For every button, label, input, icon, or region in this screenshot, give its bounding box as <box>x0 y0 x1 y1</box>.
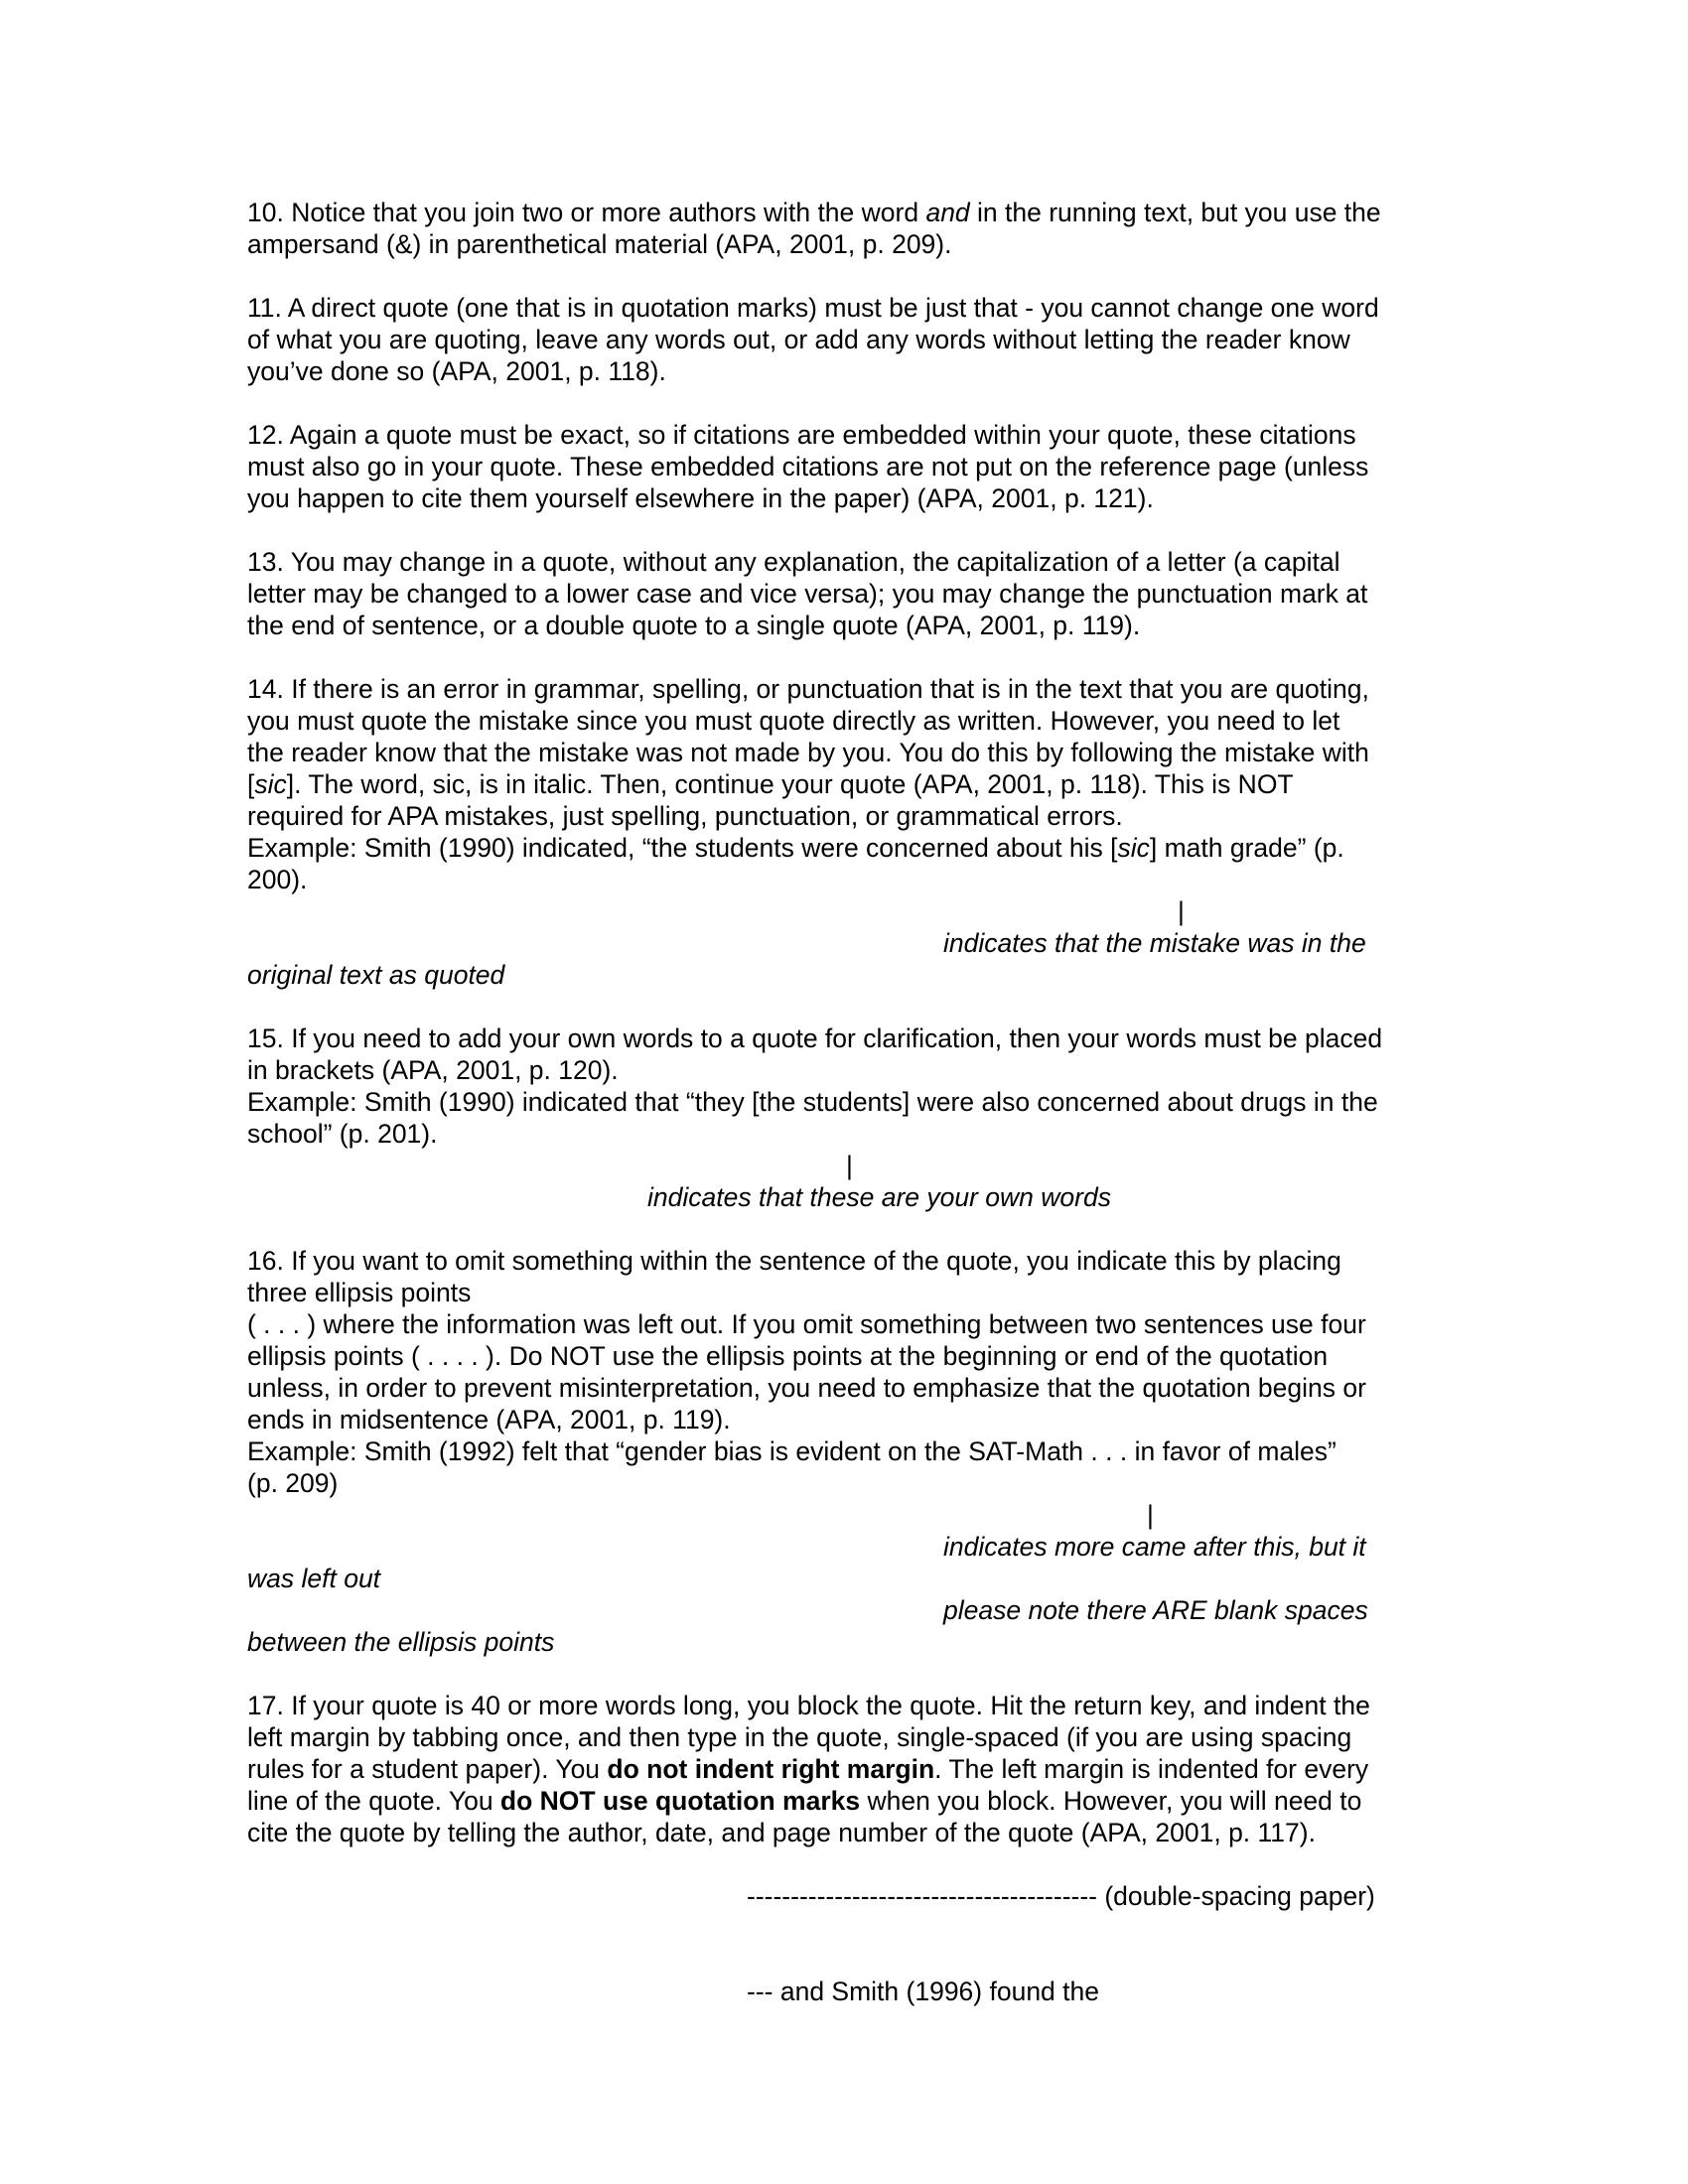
item-16-line-5: unless, in order to prevent misinterpretation, you need to emphasize that the quotation begins or <box>247 1373 1366 1403</box>
item-16-line-1: 16. If you want to omit something within the sentence of the quote, you indicate this by placing <box>247 1246 1341 1276</box>
paragraph-item-16 <box>247 1245 1444 1658</box>
item-14-example-start: Example: Smith (1990) indicated, “the students were concerned about his [ <box>247 833 1118 863</box>
item-17-line-3 <box>247 1753 1444 1785</box>
item-11-line-3: you’ve done so (APA, 2001, p. 118). <box>247 356 666 386</box>
item-17-line-4-start: line of the quote. You <box>247 1786 500 1816</box>
item-15-line-1: 15. If you need to add your own words to a quote for clarification, then your words must be placed <box>247 1024 1383 1053</box>
item-14-line-3: the reader know that the mistake was not made by you. You do this by following the mistake with <box>247 738 1369 767</box>
item-14-line-5: required for APA mistakes, just spelling, punctuation, or grammatical errors. <box>247 801 1123 831</box>
paragraph-item-13 <box>247 546 1444 641</box>
item-17-line-4-end: when you block. However, you will need to <box>860 1786 1362 1816</box>
item-10-line-1 <box>247 197 1444 228</box>
paragraph-item-14 <box>247 673 1444 991</box>
item-14-line-2: you must quote the mistake since you must quote directly as written. However, you need to let <box>247 706 1340 736</box>
item-12-line-1: 12. Again a quote must be exact, so if citations are embedded within your quote, these citations <box>247 420 1356 450</box>
item-14-line-1: 14. If there is an error in grammar, spelling, or punctuation that is in the text that you are quoting, <box>247 674 1369 704</box>
item-16-example-line-1: Example: Smith (1992) felt that “gender bias is evident on the SAT-Math . . . in favor of males” <box>247 1436 1336 1466</box>
item-14-example-end: ] math grade” (p. <box>1149 833 1344 863</box>
item-15-annotation: indicates that these are your own words <box>647 1182 1111 1212</box>
item-14-pointer-mark: | <box>1178 896 1185 926</box>
item-10-line-2: ampersand (&) in parenthetical material (APA, 2001, p. 209). <box>247 229 952 259</box>
item-14-bracket-open: [ <box>247 769 255 799</box>
item-15-example-line-1: Example: Smith (1990) indicated that “they [the students] were also concerned about drugs in the <box>247 1087 1378 1117</box>
paragraph-item-12 <box>247 419 1444 514</box>
item-14-example-line-1 <box>247 832 1444 864</box>
item-17-line-5: cite the quote by telling the author, date, and page number of the quote (APA, 2001, p. 117). <box>247 1818 1316 1847</box>
item-10-text-start: 10. Notice that you join two or more authors with the word <box>247 198 926 227</box>
item-10-text-end: in the running text, but you use the <box>969 198 1381 227</box>
item-16-pointer-mark: | <box>1147 1500 1154 1530</box>
item-14-line-4-rest: ]. The word, sic, is in italic. Then, continue your quote (APA, 2001, p. 118). This is NOT <box>286 769 1294 799</box>
item-17-bold-indent-rule: do not indent right margin <box>607 1754 935 1784</box>
item-14-annotation-line-1: indicates that the mistake was in the <box>943 928 1366 958</box>
item-13-line-3: the end of sentence, or a double quote to a single quote (APA, 2001, p. 119). <box>247 611 1141 640</box>
item-15-line-2: in brackets (APA, 2001, p. 120). <box>247 1055 619 1085</box>
paragraph-item-17 <box>247 1690 1444 1848</box>
item-17-line-2: left margin by tabbing once, and then type in the quote, single-spaced (if you are using spacing <box>247 1722 1352 1752</box>
item-16-annotation-1-line-2: was left out <box>247 1564 381 1593</box>
item-16-annotation-1-line-1: indicates more came after this, but it <box>943 1532 1366 1562</box>
item-16-line-3: ( . . . ) where the information was left out. If you omit something between two sentences use four <box>247 1309 1366 1339</box>
item-15-example-line-2: school” (p. 201). <box>247 1119 438 1149</box>
item-16-line-2: three ellipsis points <box>247 1278 472 1307</box>
paragraph-item-11 <box>247 292 1444 387</box>
item-17-line-3-end: . The left margin is indented for every <box>934 1754 1369 1784</box>
block-quote-example <box>247 1880 1444 2007</box>
item-17-line-1: 17. If your quote is 40 or more words long, you block the quote. Hit the return key, and indent the <box>247 1691 1370 1720</box>
item-14-line-4 <box>247 768 1444 800</box>
item-14-example-italic-sic: sic <box>1117 833 1150 863</box>
paragraph-item-15 <box>247 1023 1444 1213</box>
item-12-line-3: you happen to cite them yourself elsewhere in the paper) (APA, 2001, p. 121). <box>247 483 1154 513</box>
item-13-line-1: 13. You may change in a quote, without any explanation, the capitalization of a letter (a capital <box>247 547 1340 577</box>
item-16-annotation-2-line-1: please note there ARE blank spaces <box>943 1595 1368 1625</box>
item-11-line-2: of what you are quoting, leave any words out, or add any words without letting the reader know <box>247 325 1350 354</box>
item-14-italic-sic: sic <box>254 769 287 799</box>
item-15-pointer-mark: | <box>846 1151 853 1180</box>
item-14-example-line-2: 200). <box>247 865 308 894</box>
item-17-bold-quotation-rule: do NOT use quotation marks <box>499 1786 861 1816</box>
item-16-annotation-2-line-2: between the ellipsis points <box>247 1627 555 1657</box>
item-16-line-4: ellipsis points ( . . . . ). Do NOT use the ellipsis points at the beginning or end of the quotation <box>247 1341 1329 1371</box>
item-10-italic-and: and <box>925 198 970 227</box>
block-example-dash-line: ---------------------------------------- (double-spacing paper) <box>747 1881 1375 1911</box>
item-13-line-2: letter may be changed to a lower case and vice versa); you may change the punctuation mark at <box>247 579 1368 609</box>
paragraph-item-10 <box>247 197 1444 260</box>
document-body <box>247 197 1444 2007</box>
item-17-line-4 <box>247 1785 1444 1817</box>
item-14-annotation-line-2: original text as quoted <box>247 960 505 990</box>
item-16-example-line-2: (p. 209) <box>247 1468 339 1498</box>
item-17-line-3-start: rules for a student paper). You <box>247 1754 608 1784</box>
item-16-line-6: ends in midsentence (APA, 2001, p. 119). <box>247 1405 731 1434</box>
block-example-quote-line: --- and Smith (1996) found the <box>747 1977 1099 2006</box>
item-12-line-2: must also go in your quote. These embedded citations are not put on the reference page (unless <box>247 452 1369 481</box>
item-11-line-1: 11. A direct quote (one that is in quotation marks) must be just that - you cannot change one word <box>247 293 1379 323</box>
